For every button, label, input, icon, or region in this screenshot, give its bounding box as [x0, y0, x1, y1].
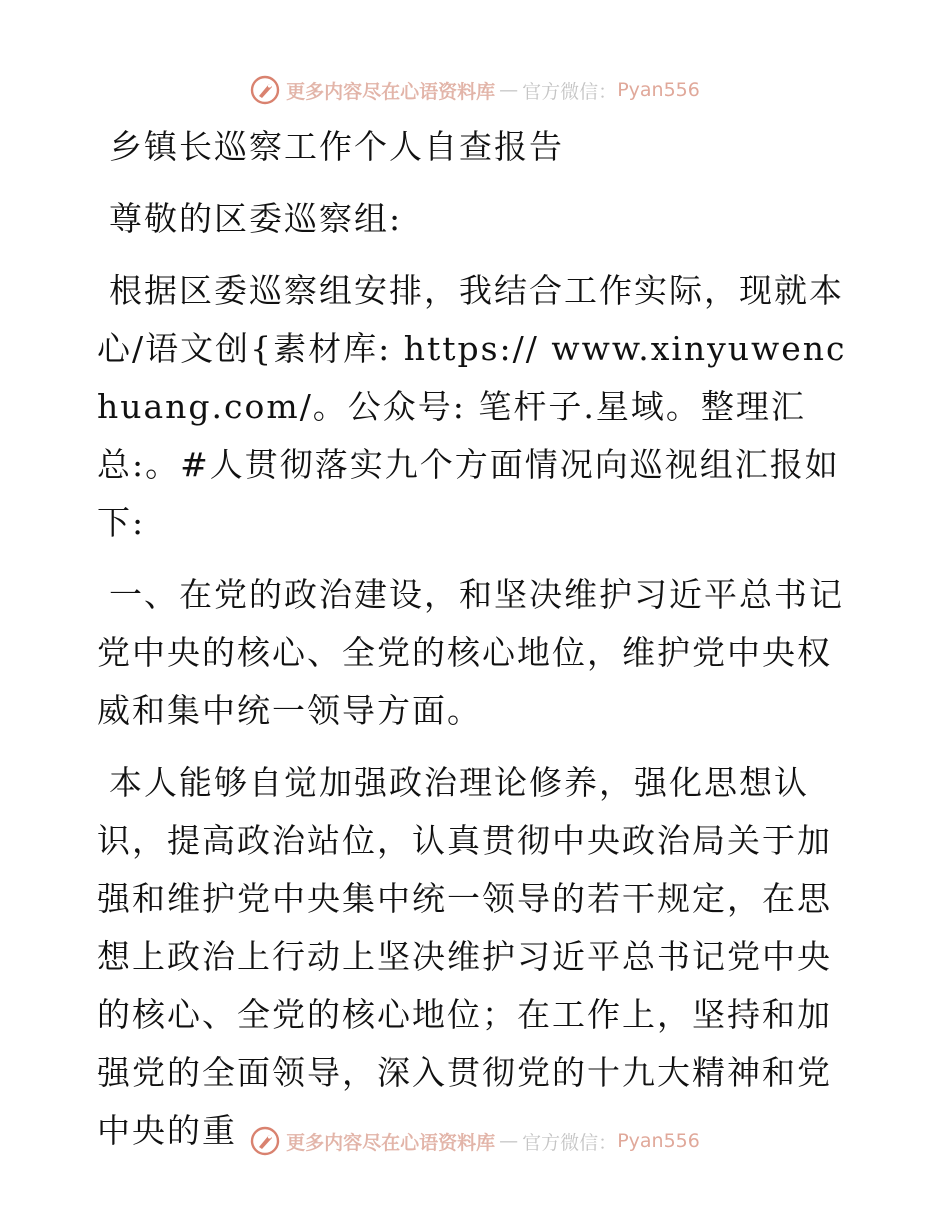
- section-heading: 一、在党的政治建设，和坚决维护习近平总书记党中央的核心、全党的核心地位，维护党中央权威和集中统一领导方面。: [97, 575, 844, 730]
- watermark-label: 官方微信：: [522, 80, 618, 103]
- watermark-wechat-id: Pyan556: [617, 1130, 700, 1152]
- watermark-separator: —: [499, 79, 519, 101]
- header-watermark: [0, 70, 950, 110]
- document-body: [97, 118, 857, 1160]
- watermark-brand: 更多内容尽在心语资料库: [286, 80, 496, 103]
- watermark-wechat-id: Pyan556: [617, 79, 700, 101]
- pen-nib-icon: [250, 75, 280, 105]
- salutation: 尊敬的区委巡察组:: [109, 199, 403, 238]
- watermark-brand: 更多内容尽在心语资料库: [286, 1131, 496, 1154]
- footer-watermark: [0, 1121, 950, 1161]
- document-title: 乡镇长巡察工作个人自查报告: [109, 127, 564, 166]
- pen-nib-icon: [250, 1126, 280, 1156]
- watermark-label: 官方微信：: [522, 1131, 618, 1154]
- intro-paragraph: 根据区委巡察组安排，我结合工作实际，现就本心/语文创{素材库: https:// www.xinyuwenchuang.com/。公众号: 笔杆子.星域。整理汇总:。#人贯彻落实九个方面情况向巡视组汇报如下:: [97, 271, 847, 542]
- watermark-separator: —: [499, 1130, 519, 1152]
- section-body-paragraph: 本人能够自觉加强政治理论修养，强化思想认识，提高政治站位，认真贯彻中央政治局关于加强和维护党中央集中统一领导的若干规定，在思想上政治上行动上坚决维护习近平总书记党中央的核心、全党的核心地位；在工作上，坚持和加强党的全面领导，深入贯彻党的十九大精神和党中央的重: [97, 763, 832, 1150]
